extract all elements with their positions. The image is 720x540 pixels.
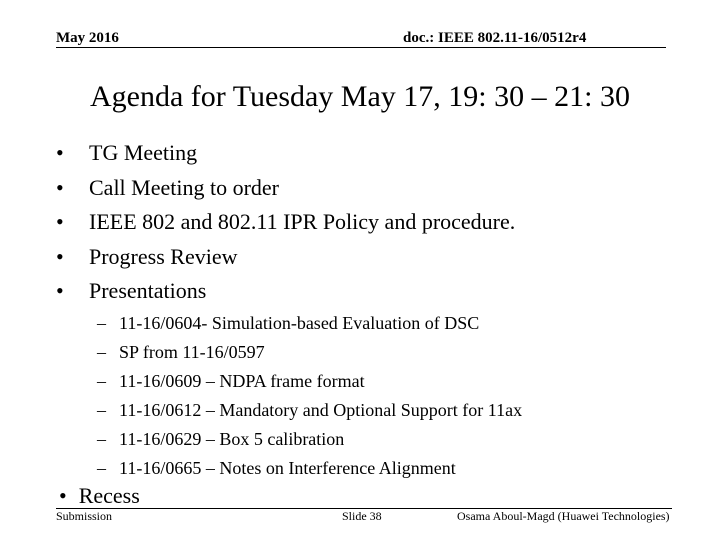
header-doc-id: doc.: IEEE 802.11-16/0512r4 — [403, 30, 587, 46]
presentations-list — [97, 309, 522, 483]
presentation-item — [97, 425, 522, 454]
presentation-label: 11-16/0609 – NDPA frame format — [119, 371, 365, 391]
presentation-item — [97, 454, 522, 483]
slide-title: Agenda for Tuesday May 17, 19: 30 – 21: 30 — [90, 80, 630, 113]
agenda-item — [56, 136, 515, 171]
agenda-item — [56, 240, 515, 275]
header-divider — [56, 47, 666, 48]
dash-icon: – — [97, 400, 106, 420]
footer-submission: Submission — [56, 509, 113, 523]
bullet-icon: • — [59, 483, 67, 508]
agenda-item-label: Progress Review — [89, 243, 238, 269]
presentation-item — [97, 338, 522, 367]
agenda-item — [56, 171, 515, 206]
presentation-label: 11-16/0612 – Mandatory and Optional Support for 11ax — [119, 400, 523, 420]
agenda-item-label: TG Meeting — [89, 140, 198, 165]
dash-icon: – — [97, 429, 106, 449]
dash-icon: – — [97, 313, 106, 333]
agenda-item — [56, 274, 515, 309]
agenda-item — [56, 205, 515, 240]
presentation-item — [97, 396, 522, 425]
agenda-list — [56, 136, 515, 309]
dash-icon: – — [97, 342, 106, 362]
bullet-icon: • — [56, 174, 64, 200]
bullet-icon: • — [56, 140, 64, 165]
recess-item — [59, 483, 140, 509]
agenda-item-label: IEEE 802 and 802.11 IPR Policy and procedure. — [89, 209, 516, 234]
presentation-label: 11-16/0629 – Box 5 calibration — [119, 429, 345, 449]
presentation-item — [97, 309, 522, 338]
dash-icon: – — [97, 371, 106, 391]
header-date: May 2016 — [56, 30, 119, 46]
agenda-item-label: Call Meeting to order — [89, 174, 280, 200]
presentation-item — [97, 367, 522, 396]
recess-label: Recess — [78, 483, 140, 508]
presentation-label: 11-16/0665 – Notes on Interference Alignment — [119, 458, 456, 478]
presentation-label: 11-16/0604- Simulation-based Evaluation of DSC — [119, 313, 480, 333]
footer-slide-number: Slide 38 — [342, 509, 382, 523]
dash-icon: – — [97, 458, 106, 478]
bullet-icon: • — [56, 278, 64, 303]
agenda-item-label: Presentations — [89, 278, 207, 303]
bullet-icon: • — [56, 209, 64, 234]
footer-author: Osama Aboul-Magd (Huawei Technologies) — [457, 509, 670, 523]
presentation-label: SP from 11-16/0597 — [119, 342, 265, 362]
bullet-icon: • — [56, 243, 64, 269]
